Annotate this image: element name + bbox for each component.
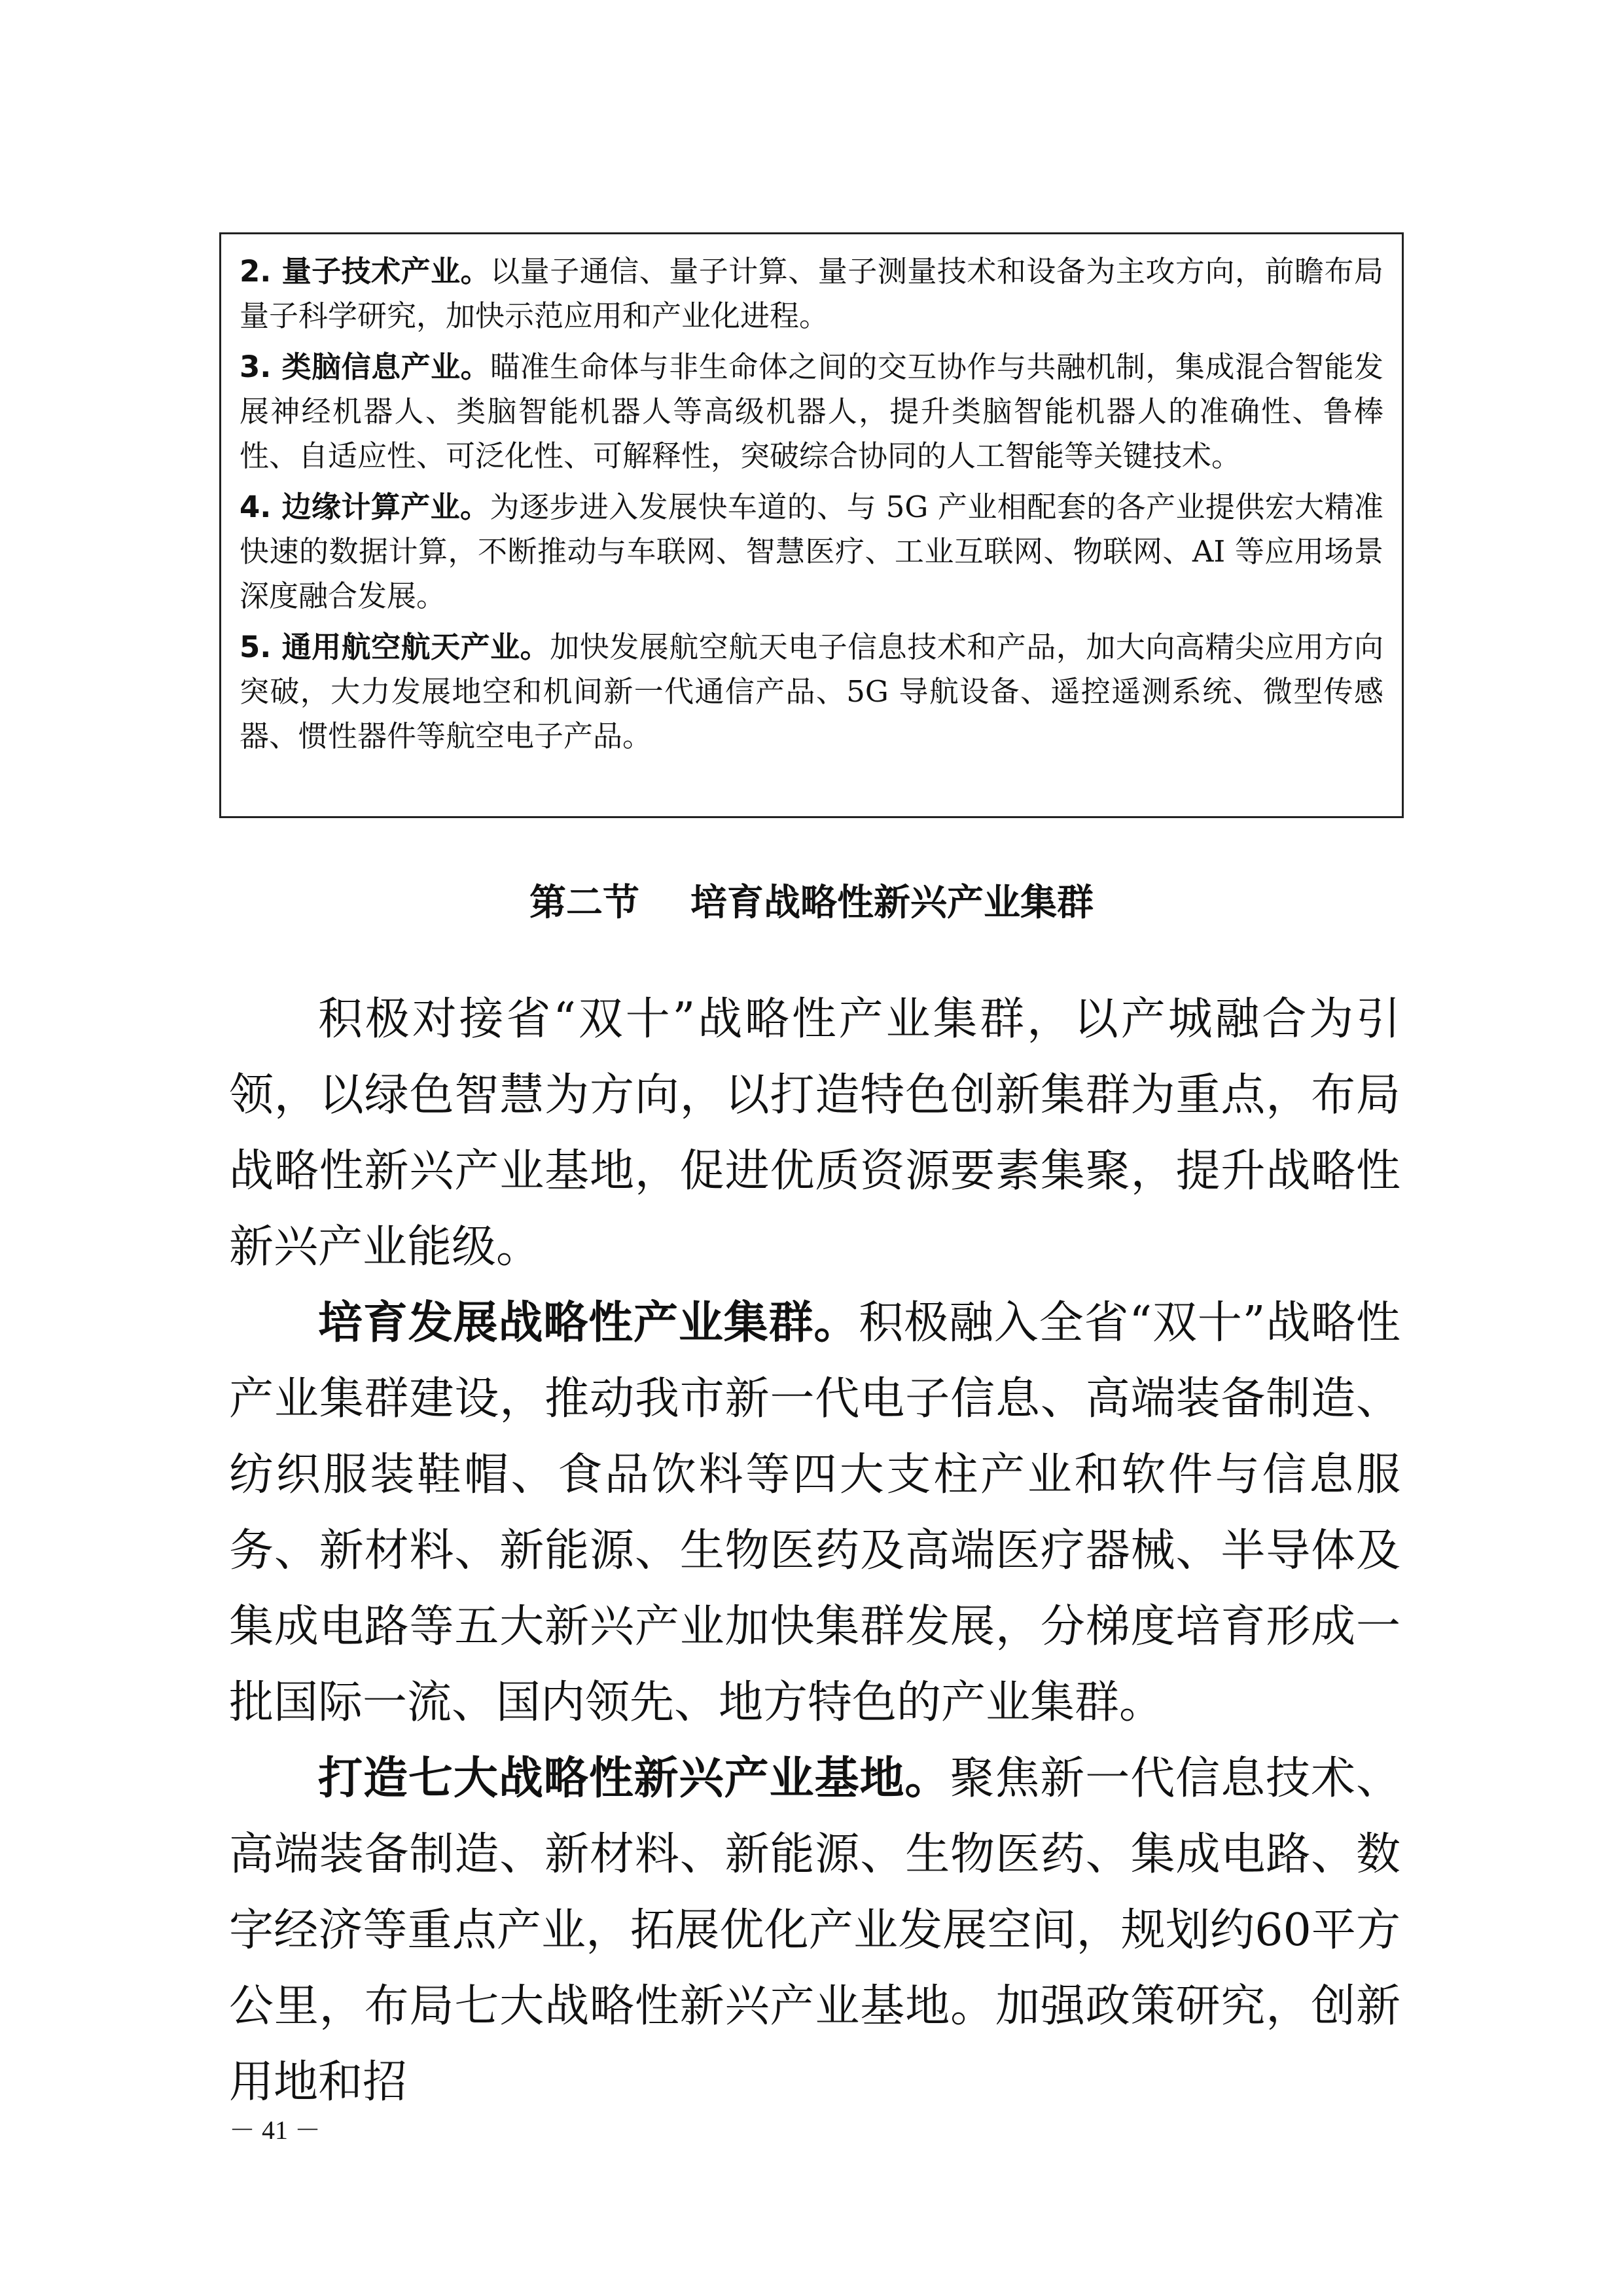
paragraph-text: 聚焦新一代信息技术、高端装备制造、新材料、新能源、生物医药、集成电路、数字经济等重点产业，拓展优化产业发展空间，规划约60平方公里，布局七大战略性新兴产业基地。加强政策研究，创新用地和招 xyxy=(229,1753,1400,2108)
paragraph-text: 积极对接省“双十”战略性产业集群，以产城融合为引领，以绿色智慧为方向，以打造特色创新集群为重点，布局战略性新兴产业基地，促进优质资源要素集聚，提升战略性新兴产业能级。 xyxy=(229,994,1400,1273)
paragraph-text: 积极融入全省“双十”战略性产业集群建设，推动我市新一代电子信息、高端装备制造、纺织服装鞋帽、食品饮料等四大支柱产业和软件与信息服务、新材料、新能源、生物医药及高端医疗器械、半导体及集成电路等五大新兴产业加快集群发展，分梯度培育形成一批国际一流、国内领先、地方特色的产业集群。 xyxy=(229,1297,1400,1729)
box-item-text: 为逐步进入发展快车道的、与 5G 产业相配套的各产业提供宏大精准快速的数据计算，不断推动与车联网、智慧医疗、工业互联网、物联网、AI 等应用场景深度融合发展。 xyxy=(240,490,1383,613)
box-item-lead: 3. 类脑信息产业。 xyxy=(240,350,491,384)
box-item-edge-computing xyxy=(240,485,1383,619)
box-item-lead: 2. 量子技术产业。 xyxy=(240,254,491,289)
paragraph xyxy=(229,1285,1400,1741)
box-item-text: 加快发展航空航天电子信息技术和产品，加大向高精尖应用方向突破，大力发展地空和机间新一代通信产品、5G 导航设备、遥控遥测系统、微型传感器、惯性器件等航空电子产品。 xyxy=(240,630,1383,753)
paragraph-lead: 培育发展战略性产业集群。 xyxy=(318,1297,859,1349)
section-title: 第二节 培育战略性新兴产业集群 xyxy=(529,882,1094,924)
highlight-box xyxy=(219,232,1404,818)
box-item-quantum xyxy=(240,249,1383,338)
paragraph-lead: 打造七大战略性新兴产业基地。 xyxy=(318,1753,950,1804)
page-number: － 41 － xyxy=(229,2115,321,2145)
box-item-text: 以量子通信、量子计算、量子测量技术和设备为主攻方向，前瞻布局量子科学研究，加快示范应用和产业化进程。 xyxy=(240,254,1383,333)
paragraph xyxy=(229,982,1400,1285)
box-item-aerospace xyxy=(240,625,1383,759)
box-item-lead: 5. 通用航空航天产业。 xyxy=(240,630,550,664)
body-text xyxy=(229,982,1400,2121)
box-item-lead: 4. 边缘计算产业。 xyxy=(240,490,490,524)
box-item-brain-inspired xyxy=(240,345,1383,478)
box-item-text: 瞄准生命体与非生命体之间的交互协作与共融机制，集成混合智能发展神经机器人、类脑智能机器人等高级机器人，提升类脑智能机器人的准确性、鲁棒性、自适应性、可泛化性、可解释性，突破综合协同的人工智能等关键技术。 xyxy=(240,350,1383,473)
paragraph xyxy=(229,1741,1400,2121)
